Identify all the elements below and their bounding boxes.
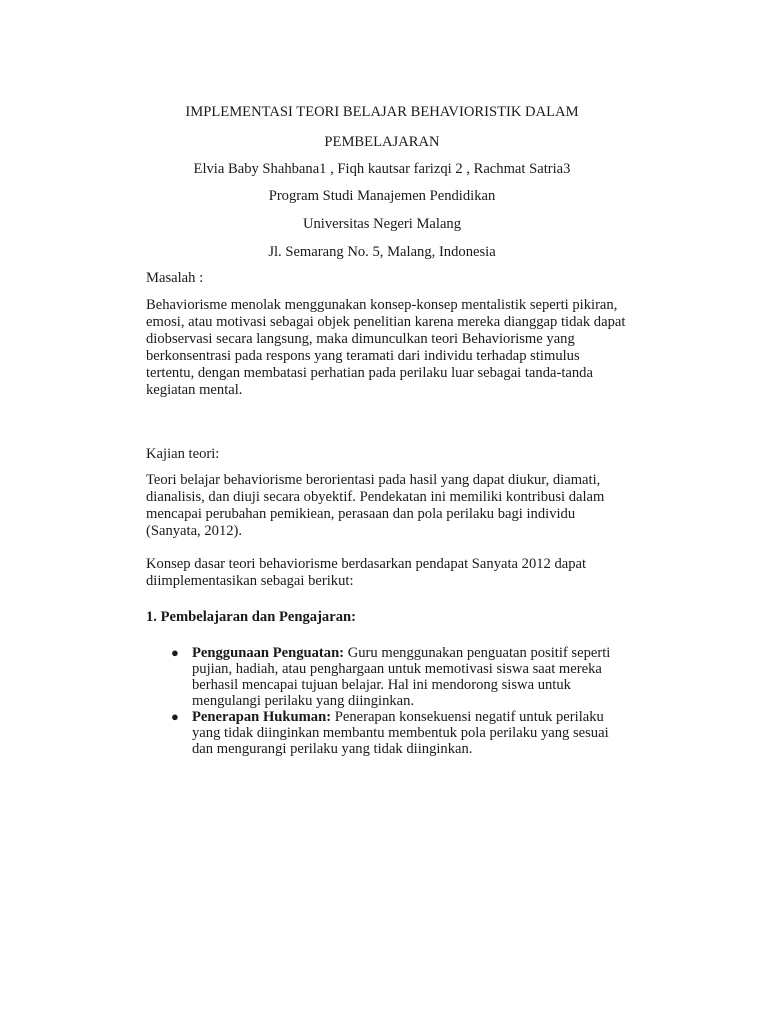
paragraph-line: Konsep dasar teori behaviorisme berdasarkan pendapat Sanyata 2012 dapat: [146, 556, 587, 572]
kajian-paragraph-1: [146, 472, 646, 540]
paragraph-line: berkonsentrasi pada respons yang teramati dari individu terhadap stimulus: [146, 348, 580, 364]
paragraph-line: diimplementasikan sebagai berikut:: [146, 573, 354, 589]
bullet-text: [192, 645, 646, 709]
bullet-line: yang tidak diinginkan membantu membentuk pola perilaku yang sesuai: [192, 725, 609, 741]
section-heading: 1. Pembelajaran dan Pengajaran:: [146, 609, 356, 625]
paragraph-line: diobservasi secara langsung, maka dimunculkan teori Behaviorisme yang: [146, 331, 575, 347]
program-line: Program Studi Manajemen Pendidikan: [268, 188, 496, 204]
list-item: [146, 645, 646, 709]
bullet-term: Penerapan Hukuman:: [192, 709, 332, 725]
bullet-line: dan mengurangi perilaku yang tidak diinginkan.: [192, 741, 473, 757]
bullet-icon: ●: [171, 709, 179, 724]
document-title-line-1: IMPLEMENTASI TEORI BELAJAR BEHAVIORISTIK DALAM: [185, 104, 579, 120]
paragraph-line: mencapai perubahan pemikiean, perasaan dan pola perilaku bagi individu: [146, 506, 576, 522]
masalah-label: Masalah :: [146, 270, 204, 286]
authors-line: Elvia Baby Shahbana1 , Fiqh kautsar farizqi 2 , Rachmat Satria3: [193, 161, 571, 177]
paragraph-line: Behaviorisme menolak menggunakan konsep-konsep mentalistik seperti pikiran,: [146, 297, 618, 313]
address-line: Jl. Semarang No. 5, Malang, Indonesia: [268, 244, 496, 260]
bullet-line: Penerapan konsekuensi negatif untuk perilaku: [331, 709, 604, 725]
paragraph-line: kegiatan mental.: [146, 382, 243, 398]
bullet-icon: ●: [171, 645, 179, 660]
bullet-line: Guru menggunakan penguatan positif seperti: [344, 645, 611, 661]
document-page: [146, 0, 646, 1024]
document-title-line-2: PEMBELAJARAN: [324, 134, 440, 150]
bullet-line: pujian, hadiah, atau penghargaan untuk memotivasi siswa saat mereka: [192, 661, 602, 677]
paragraph-line: Teori belajar behaviorisme berorientasi pada hasil yang dapat diukur, diamati,: [146, 472, 601, 488]
kajian-teori-label: Kajian teori:: [146, 446, 220, 462]
paragraph-line: tertentu, dengan membatasi perhatian pada perilaku luar sebagai tanda-tanda: [146, 365, 593, 381]
bullet-line: berhasil mencapai tujuan belajar. Hal ini mendorong siswa untuk: [192, 677, 571, 693]
paragraph-line: emosi, atau motivasi sebagai objek penelitian karena mereka dianggap tidak dapat: [146, 314, 626, 330]
paragraph-line: dianalisis, dan diuji secara obyektif. Pendekatan ini memiliki kontribusi dalam: [146, 489, 605, 505]
bullet-term: Penggunaan Penguatan:: [192, 645, 345, 661]
bullet-list: [146, 645, 646, 757]
university-line: Universitas Negeri Malang: [302, 216, 462, 232]
kajian-paragraph-2: [146, 556, 646, 590]
masalah-paragraph: [146, 297, 646, 399]
list-item: [146, 709, 646, 757]
bullet-line: mengulangi perilaku yang diinginkan.: [192, 693, 415, 709]
paragraph-line: (Sanyata, 2012).: [146, 523, 243, 539]
bullet-text: [192, 709, 646, 757]
